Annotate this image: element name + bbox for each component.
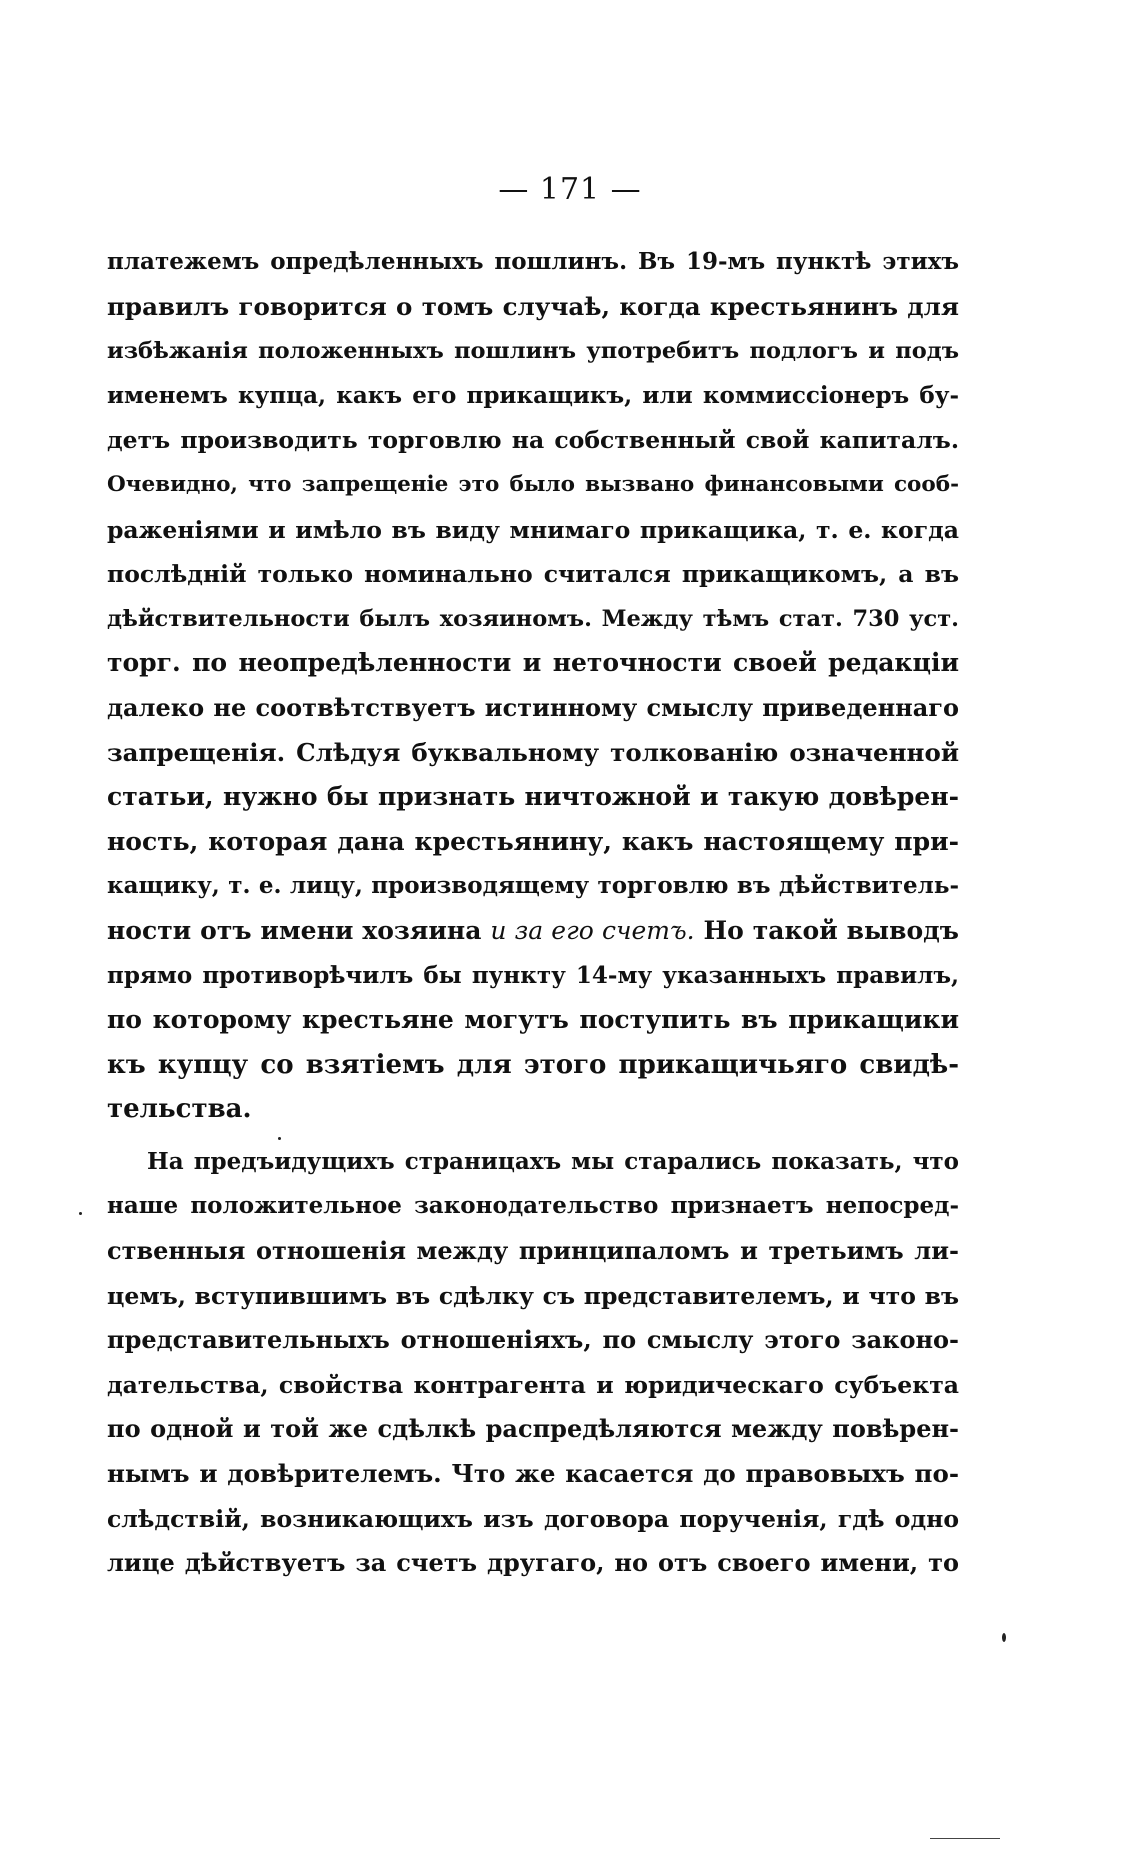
text-line: по которому крестьяне могутъ поступить въ прикащики	[107, 1005, 959, 1035]
text-line: дѣйствительности былъ хозяиномъ. Между тѣмъ стат. 730 уст.	[107, 605, 959, 632]
text-line: наше положительное законодательство признаетъ непосред-	[107, 1192, 959, 1220]
text-line: раженіями и имѣло въ виду мнимаго прикащика, т. е. когда	[107, 515, 959, 544]
text-line: цемъ, вступившимъ въ сдѣлку съ представителемъ, и что въ	[107, 1281, 959, 1310]
page-number: — 171 —	[498, 172, 642, 207]
paragraph-2	[107, 1140, 959, 1586]
text-line: ственныя отношенія между принципаломъ и третьимъ ли-	[107, 1236, 959, 1266]
body-text	[107, 240, 959, 1586]
text-line: избѣжанія положенныхъ пошлинъ употребитъ подлогъ и подъ	[107, 338, 959, 365]
text-line: детъ производить торговлю на собственный свой капиталъ.	[107, 426, 959, 455]
ink-speck	[1002, 1633, 1006, 1642]
text-line: прямо противорѣчилъ бы пункту 14-му указанныхъ правилъ,	[107, 961, 959, 989]
text-run: ности отъ имени хозяина	[107, 915, 491, 945]
text-line: лице дѣйствуетъ за счетъ другаго, но отъ своего имени, то	[107, 1548, 959, 1578]
paragraph-1	[107, 240, 959, 1132]
text-line: представительныхъ отношеніяхъ, по смыслу этого законо-	[107, 1325, 959, 1355]
ink-speck	[278, 1137, 281, 1140]
text-line: послѣдній только номинально считался прикащикомъ, а въ	[107, 560, 959, 589]
text-line-mixed	[107, 909, 959, 954]
text-line: торг. по неопредѣленности и неточности своей редакціи	[107, 648, 959, 678]
text-line: правилъ говорится о томъ случаѣ, когда крестьянинъ для	[107, 291, 959, 321]
text-line: дательства, свойства контрагента и юридическаго субъекта	[107, 1370, 959, 1399]
ink-speck	[79, 1212, 82, 1215]
text-line: нымъ и довѣрителемъ. Что же касается до правовыхъ по-	[107, 1459, 959, 1489]
italic-text-run: и за его счетъ.	[490, 915, 695, 945]
text-line: къ купцу со взятіемъ для этого прикащичьяго свидѣ-	[107, 1049, 959, 1080]
text-line: тельства.	[107, 1094, 252, 1125]
text-line: запрещенія. Слѣдуя буквальному толкованію означенной	[107, 737, 959, 767]
text-line: кащику, т. е. лицу, производящему торговлю въ дѣйствитель-	[107, 872, 959, 900]
paragraph-gap	[107, 1132, 959, 1140]
text-line: статьи, нужно бы признать ничтожной и такую довѣрен-	[107, 782, 959, 812]
edge-mark	[930, 1838, 1000, 1839]
text-run: Но такой выводъ	[694, 915, 959, 945]
text-line: по одной и той же сдѣлкѣ распредѣляются между повѣрен-	[107, 1414, 959, 1444]
text-line: платежемъ опредѣленныхъ пошлинъ. Въ 19-мъ пунктѣ этихъ	[107, 248, 959, 275]
text-line: Очевидно, что запрещеніе это было вызвано финансовыми сооб-	[107, 471, 959, 497]
text-line: именемъ купца, какъ его прикащикъ, или коммиссіонеръ бу-	[107, 381, 959, 409]
text-line: слѣдствій, возникающихъ изъ договора порученія, гдѣ одно	[107, 1504, 959, 1533]
text-line: На предъидущихъ страницахъ мы старались показать, что	[147, 1147, 959, 1175]
text-line: ность, которая дана крестьянину, какъ настоящему при-	[107, 826, 959, 856]
text-line: далеко не соотвѣтствуетъ истинному смыслу приведеннаго	[107, 692, 959, 722]
